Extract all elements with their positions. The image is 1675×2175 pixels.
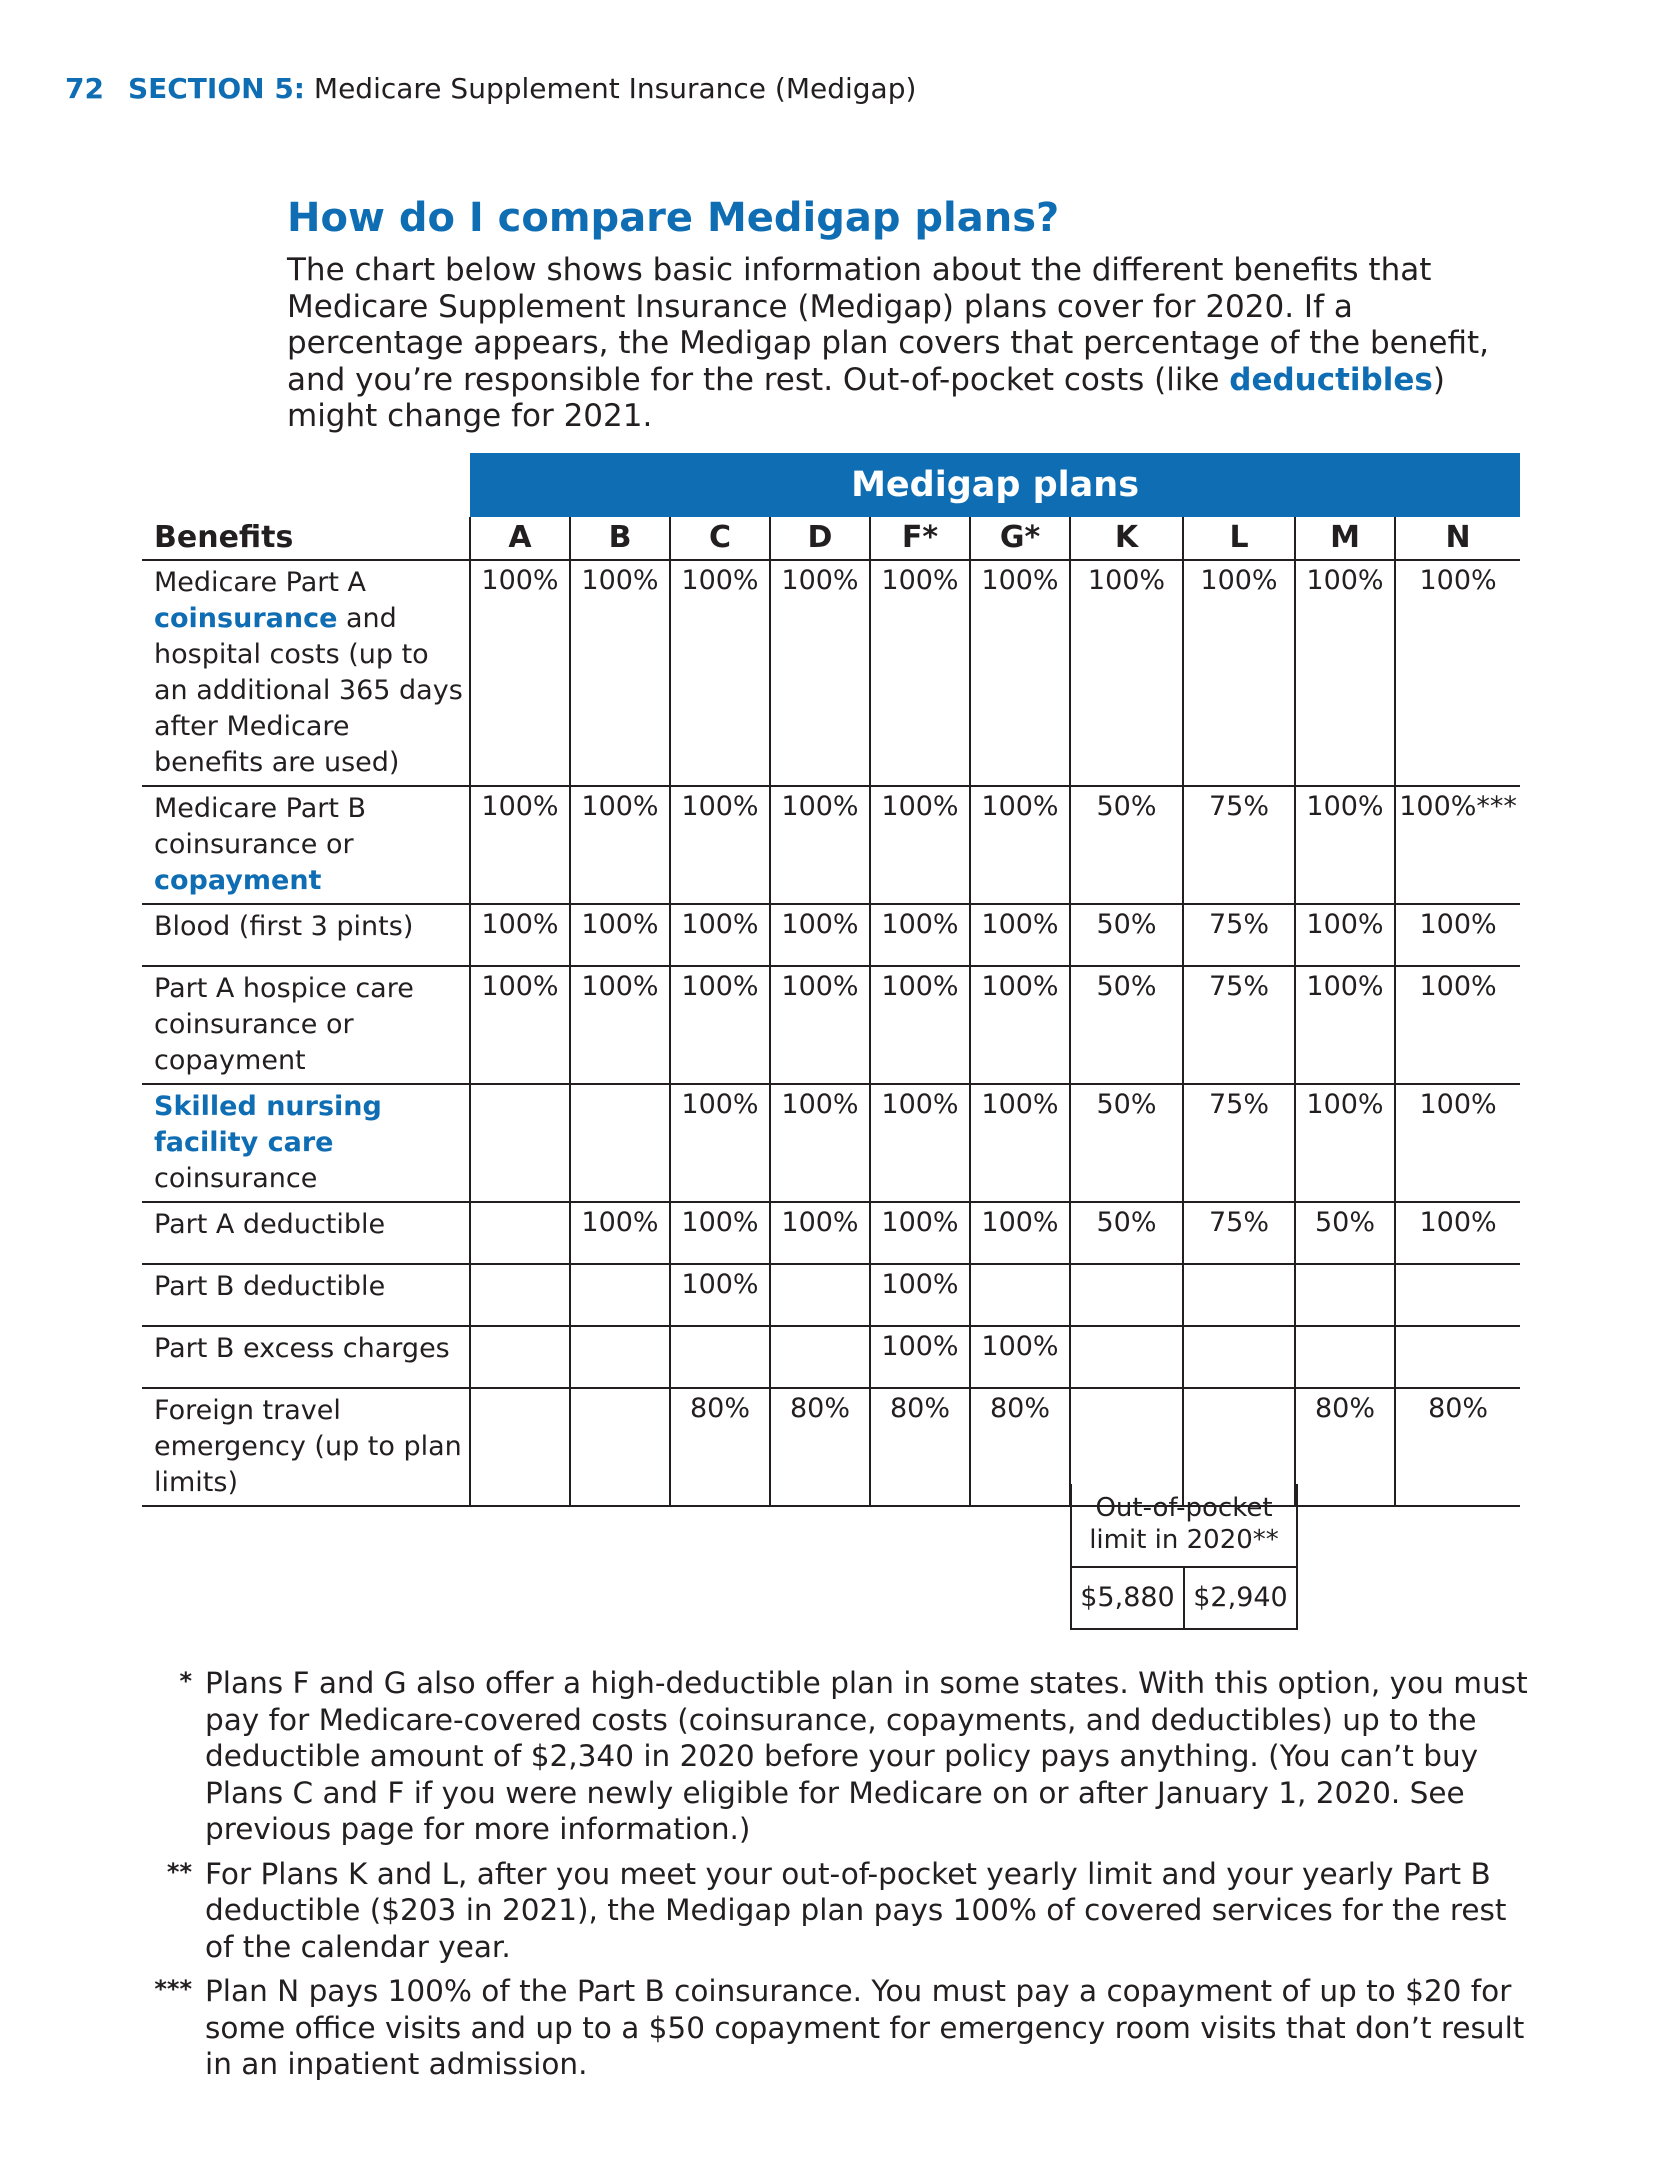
intro-text-end: ) might change for 2021. bbox=[287, 361, 1445, 434]
coverage-cell: 100% bbox=[1395, 966, 1520, 1084]
benefit-text: Medicare Part A bbox=[154, 567, 366, 598]
table-row bbox=[142, 1084, 1520, 1202]
plan-header: B bbox=[570, 517, 670, 560]
coverage-cell: 50% bbox=[1070, 786, 1183, 904]
coverage-cell bbox=[1183, 1264, 1295, 1326]
coverage-cell: 80% bbox=[970, 1388, 1070, 1506]
coverage-cell: 100% bbox=[670, 560, 770, 786]
section-title: Medicare Supplement Insurance (Medigap) bbox=[313, 72, 917, 105]
benefit-text: coinsurance bbox=[154, 1163, 318, 1194]
coverage-cell: 100% bbox=[670, 786, 770, 904]
coverage-cell: 100% bbox=[1395, 1084, 1520, 1202]
coverage-cell: 100% bbox=[970, 1202, 1070, 1264]
intro-text: The chart below shows basic information about the different benefits that Medicare Supplement Insurance (Medigap) plans cover for 2020. If a percentage appears, the Medigap plan covers that percentage of the benefit, and you’re responsible for the rest. Out-of-pocket costs (like bbox=[287, 252, 1489, 398]
benefit-cell bbox=[142, 1202, 470, 1264]
coverage-cell: 100% bbox=[870, 560, 970, 786]
coverage-cell: 75% bbox=[1183, 1202, 1295, 1264]
benefit-text: Part A deductible bbox=[154, 1209, 386, 1240]
coverage-cell: 80% bbox=[1295, 1388, 1395, 1506]
medigap-plans-banner: Medigap plans bbox=[470, 453, 1520, 517]
table-row bbox=[142, 1326, 1520, 1388]
coverage-cell: 80% bbox=[1395, 1388, 1520, 1506]
benefit-text: and hospital costs (up to an additional 365 days after Medicare benefits are used) bbox=[154, 603, 463, 778]
coverage-cell: 100% bbox=[1295, 966, 1395, 1084]
footnote-text: Plans F and G also offer a high-deductible plan in some states. With this option, you must pay for Medicare-covered costs (coinsurance, copayments, and deductibles) up to the deductible amount of $2,340 in 2020 before your policy pays anything. (You can’t buy Plans C and F if you were newly eligible for Medicare on or after January 1, 2020. See previous page for more information.) bbox=[205, 1666, 1528, 1846]
benefit-text: Blood (first 3 pints) bbox=[154, 911, 414, 942]
plan-header: M bbox=[1295, 517, 1395, 560]
coverage-cell: 100% bbox=[770, 904, 870, 966]
coverage-cell: 100% bbox=[1395, 904, 1520, 966]
benefit-text: Medicare Part B coinsurance or bbox=[154, 793, 367, 860]
coverage-cell: 100% bbox=[870, 966, 970, 1084]
coverage-cell bbox=[470, 1326, 570, 1388]
coverage-cell: 75% bbox=[1183, 786, 1295, 904]
coverage-cell: 75% bbox=[1183, 904, 1295, 966]
benefit-cell bbox=[142, 1084, 470, 1202]
coverage-cell bbox=[570, 1264, 670, 1326]
coverage-cell: 100% bbox=[1070, 560, 1183, 786]
coverage-cell: 100% bbox=[870, 1264, 970, 1326]
coverage-cell: 100%*** bbox=[1395, 786, 1520, 904]
coverage-cell: 100% bbox=[870, 1202, 970, 1264]
coverage-cell: 100% bbox=[570, 966, 670, 1084]
coverage-cell: 50% bbox=[1070, 1084, 1183, 1202]
coverage-cell bbox=[1183, 1326, 1295, 1388]
footnotes bbox=[150, 1665, 1530, 2091]
plan-header: C bbox=[670, 517, 770, 560]
coverage-cell: 100% bbox=[670, 966, 770, 1084]
footnote bbox=[150, 1973, 1530, 2083]
table-row bbox=[142, 1388, 1520, 1506]
coverage-cell bbox=[470, 1084, 570, 1202]
benefit-cell bbox=[142, 1388, 470, 1506]
coverage-cell: 50% bbox=[1070, 1202, 1183, 1264]
benefit-text: Part A hospice care coinsurance or copayment bbox=[154, 973, 414, 1076]
coverage-cell bbox=[770, 1326, 870, 1388]
coverage-cell: 100% bbox=[1295, 1084, 1395, 1202]
coverage-cell: 75% bbox=[1183, 966, 1295, 1084]
coverage-cell: 50% bbox=[1070, 904, 1183, 966]
benefit-cell bbox=[142, 966, 470, 1084]
page-title: How do I compare Medigap plans? bbox=[287, 195, 1060, 241]
coverage-cell: 100% bbox=[870, 1084, 970, 1202]
benefit-cell bbox=[142, 1326, 470, 1388]
footnote-mark: *** bbox=[154, 1975, 192, 2003]
plan-k-oop-limit: $5,880 bbox=[1071, 1567, 1184, 1629]
coverage-cell: 50% bbox=[1070, 966, 1183, 1084]
table-row bbox=[142, 1202, 1520, 1264]
plan-header: F* bbox=[870, 517, 970, 560]
benefit-cell bbox=[142, 560, 470, 786]
out-of-pocket-limit-box bbox=[1070, 1484, 1298, 1630]
coverage-cell: 100% bbox=[470, 904, 570, 966]
coverage-cell bbox=[570, 1084, 670, 1202]
benefit-text: Part B excess charges bbox=[154, 1333, 450, 1364]
out-of-pocket-label: Out-of-pocket limit in 2020** bbox=[1071, 1484, 1297, 1567]
glossary-link[interactable]: coinsurance bbox=[154, 603, 338, 634]
benefit-text: Part B deductible bbox=[154, 1271, 386, 1302]
coverage-cell: 100% bbox=[770, 560, 870, 786]
coverage-cell: 80% bbox=[770, 1388, 870, 1506]
plan-header: A bbox=[470, 517, 570, 560]
page-number: 72 bbox=[65, 72, 104, 105]
table-row bbox=[142, 1264, 1520, 1326]
plans-table bbox=[142, 453, 1520, 1507]
footnote bbox=[150, 1856, 1530, 1966]
coverage-cell bbox=[970, 1264, 1070, 1326]
benefits-header: Benefits bbox=[142, 517, 470, 560]
coverage-cell: 100% bbox=[470, 786, 570, 904]
coverage-cell: 100% bbox=[770, 1202, 870, 1264]
coverage-cell: 100% bbox=[970, 1326, 1070, 1388]
coverage-cell bbox=[570, 1388, 670, 1506]
footnote-mark: * bbox=[179, 1667, 192, 1695]
coverage-cell bbox=[570, 1326, 670, 1388]
coverage-cell: 100% bbox=[970, 904, 1070, 966]
coverage-cell bbox=[470, 1388, 570, 1506]
coverage-cell: 100% bbox=[1295, 904, 1395, 966]
coverage-cell: 100% bbox=[970, 1084, 1070, 1202]
coverage-cell bbox=[470, 1202, 570, 1264]
coverage-cell: 100% bbox=[570, 560, 670, 786]
coverage-cell bbox=[470, 1264, 570, 1326]
coverage-cell bbox=[1395, 1264, 1520, 1326]
coverage-cell: 100% bbox=[570, 904, 670, 966]
coverage-cell: 75% bbox=[1183, 1084, 1295, 1202]
coverage-cell: 100% bbox=[670, 904, 770, 966]
coverage-cell: 100% bbox=[970, 786, 1070, 904]
footnote-text: For Plans K and L, after you meet your out-of-pocket yearly limit and your yearly Part B deductible ($203 in 2021), the Medigap plan pays 100% of covered services for the rest of the calendar year. bbox=[205, 1856, 1507, 1964]
coverage-cell: 100% bbox=[670, 1084, 770, 1202]
coverage-cell: 100% bbox=[1295, 786, 1395, 904]
coverage-cell: 100% bbox=[970, 560, 1070, 786]
coverage-cell bbox=[1070, 1264, 1183, 1326]
footnote-text: Plan N pays 100% of the Part B coinsurance. You must pay a copayment of up to $20 for some office visits and up to a $50 copayment for emergency room visits that don’t result in an inpatient admission. bbox=[205, 1974, 1525, 2081]
deductibles-link[interactable]: deductibles bbox=[1229, 361, 1433, 398]
coverage-cell: 100% bbox=[770, 966, 870, 1084]
table-row bbox=[142, 560, 1520, 786]
table-row bbox=[142, 966, 1520, 1084]
coverage-cell: 100% bbox=[970, 966, 1070, 1084]
coverage-cell: 100% bbox=[770, 1084, 870, 1202]
plan-header: N bbox=[1395, 517, 1520, 560]
coverage-cell bbox=[1295, 1264, 1395, 1326]
coverage-cell: 100% bbox=[770, 786, 870, 904]
coverage-cell: 100% bbox=[1395, 1202, 1520, 1264]
coverage-cell: 100% bbox=[670, 1264, 770, 1326]
table-row bbox=[142, 904, 1520, 966]
table-row bbox=[142, 786, 1520, 904]
glossary-link[interactable]: copayment bbox=[154, 865, 322, 896]
coverage-cell: 100% bbox=[670, 1202, 770, 1264]
coverage-cell: 100% bbox=[870, 786, 970, 904]
blank-corner bbox=[142, 453, 470, 517]
coverage-cell: 100% bbox=[1395, 560, 1520, 786]
coverage-cell: 50% bbox=[1295, 1202, 1395, 1264]
plan-header: L bbox=[1183, 517, 1295, 560]
section-label: SECTION 5: bbox=[127, 72, 305, 105]
benefit-cell bbox=[142, 904, 470, 966]
coverage-cell: 100% bbox=[870, 1326, 970, 1388]
footnote-mark: ** bbox=[166, 1857, 192, 1886]
coverage-cell bbox=[770, 1264, 870, 1326]
coverage-cell: 80% bbox=[870, 1388, 970, 1506]
coverage-cell: 100% bbox=[470, 560, 570, 786]
benefit-text: Foreign travel emergency (up to plan limits) bbox=[154, 1395, 462, 1498]
plan-header: G* bbox=[970, 517, 1070, 560]
glossary-link[interactable]: Skilled nursing facility care bbox=[154, 1091, 382, 1158]
benefit-cell bbox=[142, 786, 470, 904]
coverage-cell: 100% bbox=[570, 1202, 670, 1264]
coverage-cell: 100% bbox=[1295, 560, 1395, 786]
plan-header: D bbox=[770, 517, 870, 560]
intro-paragraph bbox=[287, 252, 1517, 435]
page-header bbox=[65, 72, 916, 105]
coverage-cell bbox=[1070, 1326, 1183, 1388]
coverage-cell: 100% bbox=[870, 904, 970, 966]
coverage-cell: 100% bbox=[1183, 560, 1295, 786]
coverage-cell bbox=[1395, 1326, 1520, 1388]
plan-header: K bbox=[1070, 517, 1183, 560]
coverage-cell: 80% bbox=[670, 1388, 770, 1506]
coverage-cell: 100% bbox=[570, 786, 670, 904]
coverage-cell bbox=[1295, 1326, 1395, 1388]
benefit-cell bbox=[142, 1264, 470, 1326]
footnote bbox=[150, 1665, 1530, 1848]
coverage-cell: 100% bbox=[470, 966, 570, 1084]
coverage-cell bbox=[670, 1326, 770, 1388]
medigap-comparison-table bbox=[142, 453, 1520, 1507]
plan-l-oop-limit: $2,940 bbox=[1184, 1567, 1297, 1629]
